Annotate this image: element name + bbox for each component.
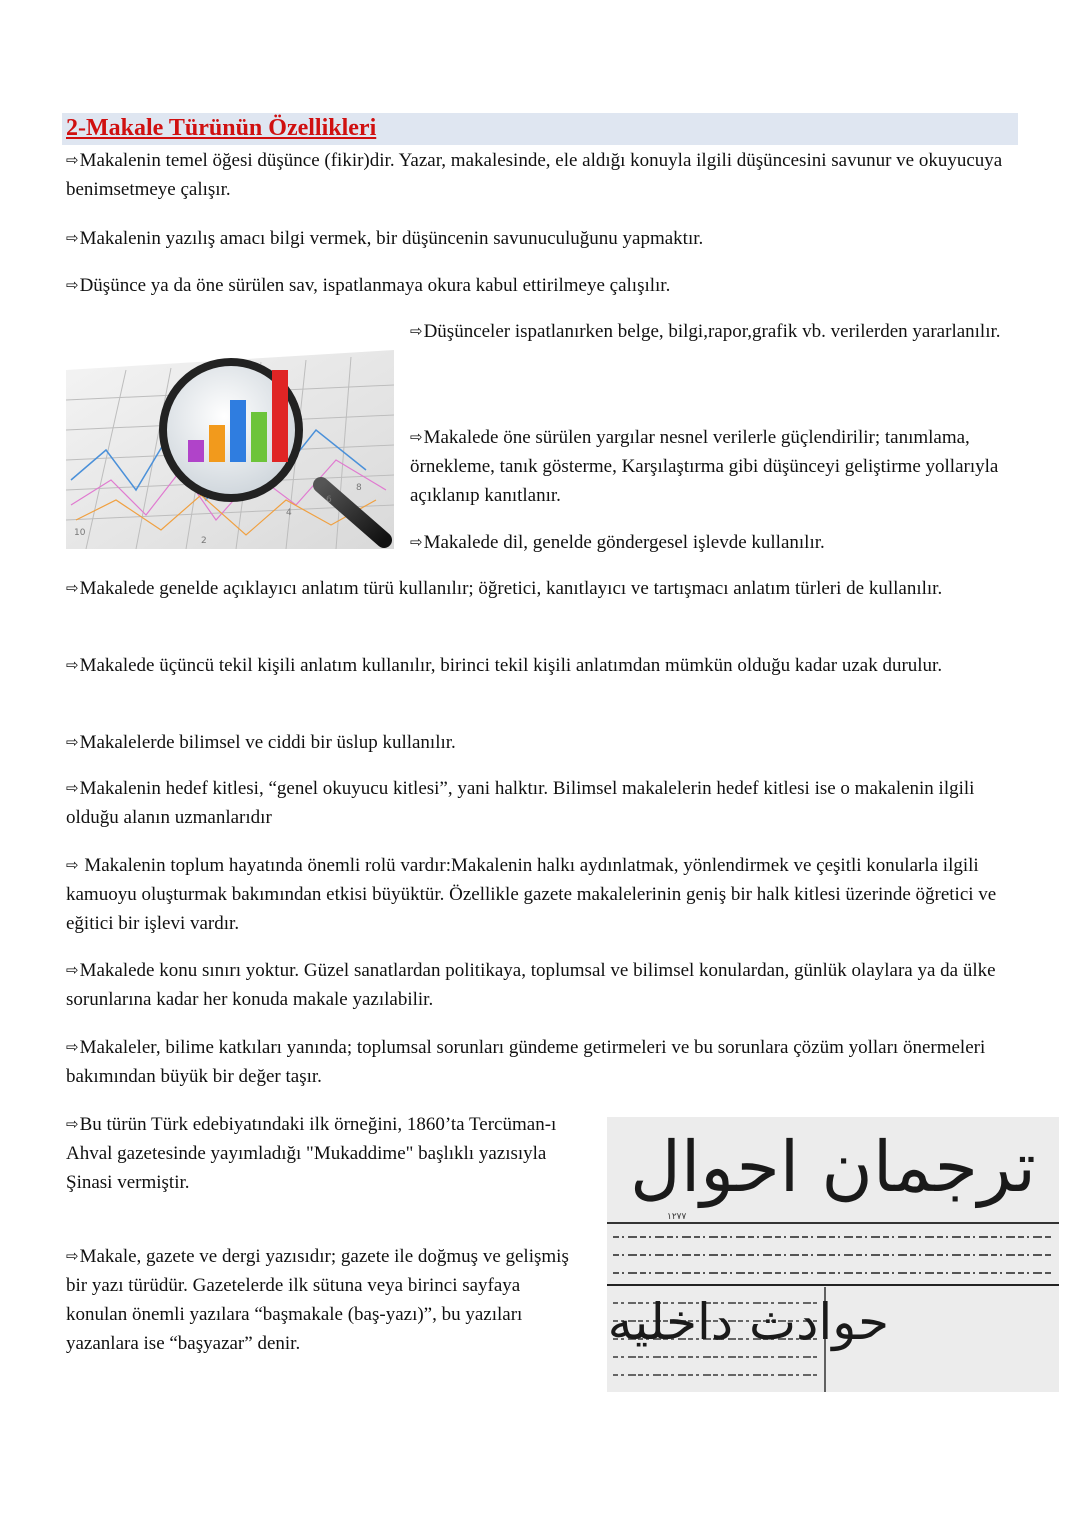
- paragraph-3: ⇨Düşünce ya da öne sürülen sav, ispatlanmaya okura kabul ettirilmeye çalışılır.: [66, 271, 1016, 300]
- paragraph-8: ⇨Makalede üçüncü tekil kişili anlatım kullanılır, birinci tekil kişili anlatımdan mümkün olduğu kadar uzak durulur.: [66, 651, 1016, 680]
- section-heading: 2-Makale Türünün Özellikleri: [66, 115, 377, 141]
- arrow-icon: ⇨: [66, 733, 79, 751]
- newspaper-subheading: حوادث داخليه: [607, 1293, 889, 1351]
- paragraph-13: ⇨Makaleler, bilime katkıları yanında; toplumsal sorunları gündeme getirmeleri ve bu sorunlara çözüm yolları önermeleri bakımından büyük bir değer taşır.: [66, 1033, 1016, 1091]
- paragraph-4: ⇨Düşünceler ispatlanırken belge, bilgi,rapor,grafik vb. verilerden yararlanılır.: [410, 317, 1010, 346]
- paragraph-12: ⇨Makalede konu sınırı yoktur. Güzel sanatlardan politikaya, toplumsal ve bilimsel konulardan, günlük olaylara ya da ülke sorunlarına kadar her konuda makale yazılabilir.: [66, 956, 1016, 1014]
- paragraph-5: ⇨Makalede öne sürülen yargılar nesnel verilerle güçlendirilir; tanımlama, örnekleme, tanık gösterme, Karşılaştırma gibi düşünceyi geliştirme yollarıyla açıklanıp kanıtlanır.: [410, 423, 1010, 510]
- newspaper-masthead: ترجمان احوال: [629, 1126, 1037, 1208]
- arrow-icon: ⇨: [66, 656, 79, 674]
- svg-text:6: 6: [326, 495, 332, 505]
- arrow-icon: ⇨: [66, 579, 79, 597]
- arrow-icon: ⇨: [66, 779, 79, 797]
- svg-text:8: 8: [356, 483, 362, 493]
- arrow-icon: ⇨: [66, 1247, 79, 1265]
- arrow-icon: ⇨: [66, 1115, 79, 1133]
- newspaper-year: ١٢٧٧: [667, 1212, 687, 1222]
- arrow-icon: ⇨: [66, 151, 79, 169]
- arrow-icon: ⇨: [66, 856, 79, 874]
- paragraph-10: ⇨Makalenin hedef kitlesi, “genel okuyucu kitlesi”, yani halktır. Bilimsel makalelerin hedef kitlesi ise o makalenin ilgili olduğu alanın uzmanlarıdır: [66, 774, 1016, 832]
- arrow-icon: ⇨: [410, 533, 423, 551]
- newspaper-image: [607, 1117, 1059, 1392]
- magnifier-chart-image: [66, 330, 394, 549]
- paragraph-7: ⇨Makalede genelde açıklayıcı anlatım türü kullanılır; öğretici, kanıtlayıcı ve tartışmacı anlatım türleri de kullanılır.: [66, 574, 1016, 603]
- paragraph-15: ⇨Makale, gazete ve dergi yazısıdır; gazete ile doğmuş ve gelişmiş bir yazı türüdür. Gazetelerde ilk sütuna veya birinci sayfaya konulan önemli yazılara “başmakale (baş-yazı)”, bu yazıları yazanlara ise “başyazar” denir.: [66, 1242, 586, 1358]
- svg-text:10: 10: [74, 528, 86, 538]
- paragraph-1: ⇨Makalenin temel öğesi düşünce (fikir)dir. Yazar, makalesinde, ele aldığı konuyla ilgili düşüncesini savunur ve okuyucuya benimsetmeye çalışır.: [66, 146, 1016, 204]
- paragraph-14: ⇨Bu türün Türk edebiyatındaki ilk örneğini, 1860’ta Tercüman-ı Ahval gazetesinde yayımladığı "Mukaddime" başlıklı yazısıyla Şinasi vermiştir.: [66, 1110, 586, 1197]
- paragraph-6: ⇨Makalede dil, genelde göndergesel işlevde kullanılır.: [410, 528, 1010, 557]
- arrow-icon: ⇨: [66, 961, 79, 979]
- paragraph-11: ⇨ Makalenin toplum hayatında önemli rolü vardır:Makalenin halkı aydınlatmak, yönlendirmek ve çeşitli konularla ilgili kamuoyu oluşturmak bakımından etkisi büyüktür. Özellikle gazete makalelerinin geniş bir halk kitlesi üzerinde öğretici ve eğitici bir işlevi vardır.: [66, 851, 1016, 938]
- arrow-icon: ⇨: [66, 229, 79, 247]
- arrow-icon: ⇨: [410, 322, 423, 340]
- svg-text:2: 2: [201, 536, 207, 546]
- arrow-icon: ⇨: [410, 428, 423, 446]
- paragraph-2: ⇨Makalenin yazılış amacı bilgi vermek, bir düşüncenin savunuculuğunu yapmaktır.: [66, 224, 1016, 253]
- arrow-icon: ⇨: [66, 276, 79, 294]
- svg-text:4: 4: [286, 508, 292, 518]
- arrow-icon: ⇨: [66, 1038, 79, 1056]
- paragraph-9: ⇨Makalelerde bilimsel ve ciddi bir üslup kullanılır.: [66, 728, 1016, 757]
